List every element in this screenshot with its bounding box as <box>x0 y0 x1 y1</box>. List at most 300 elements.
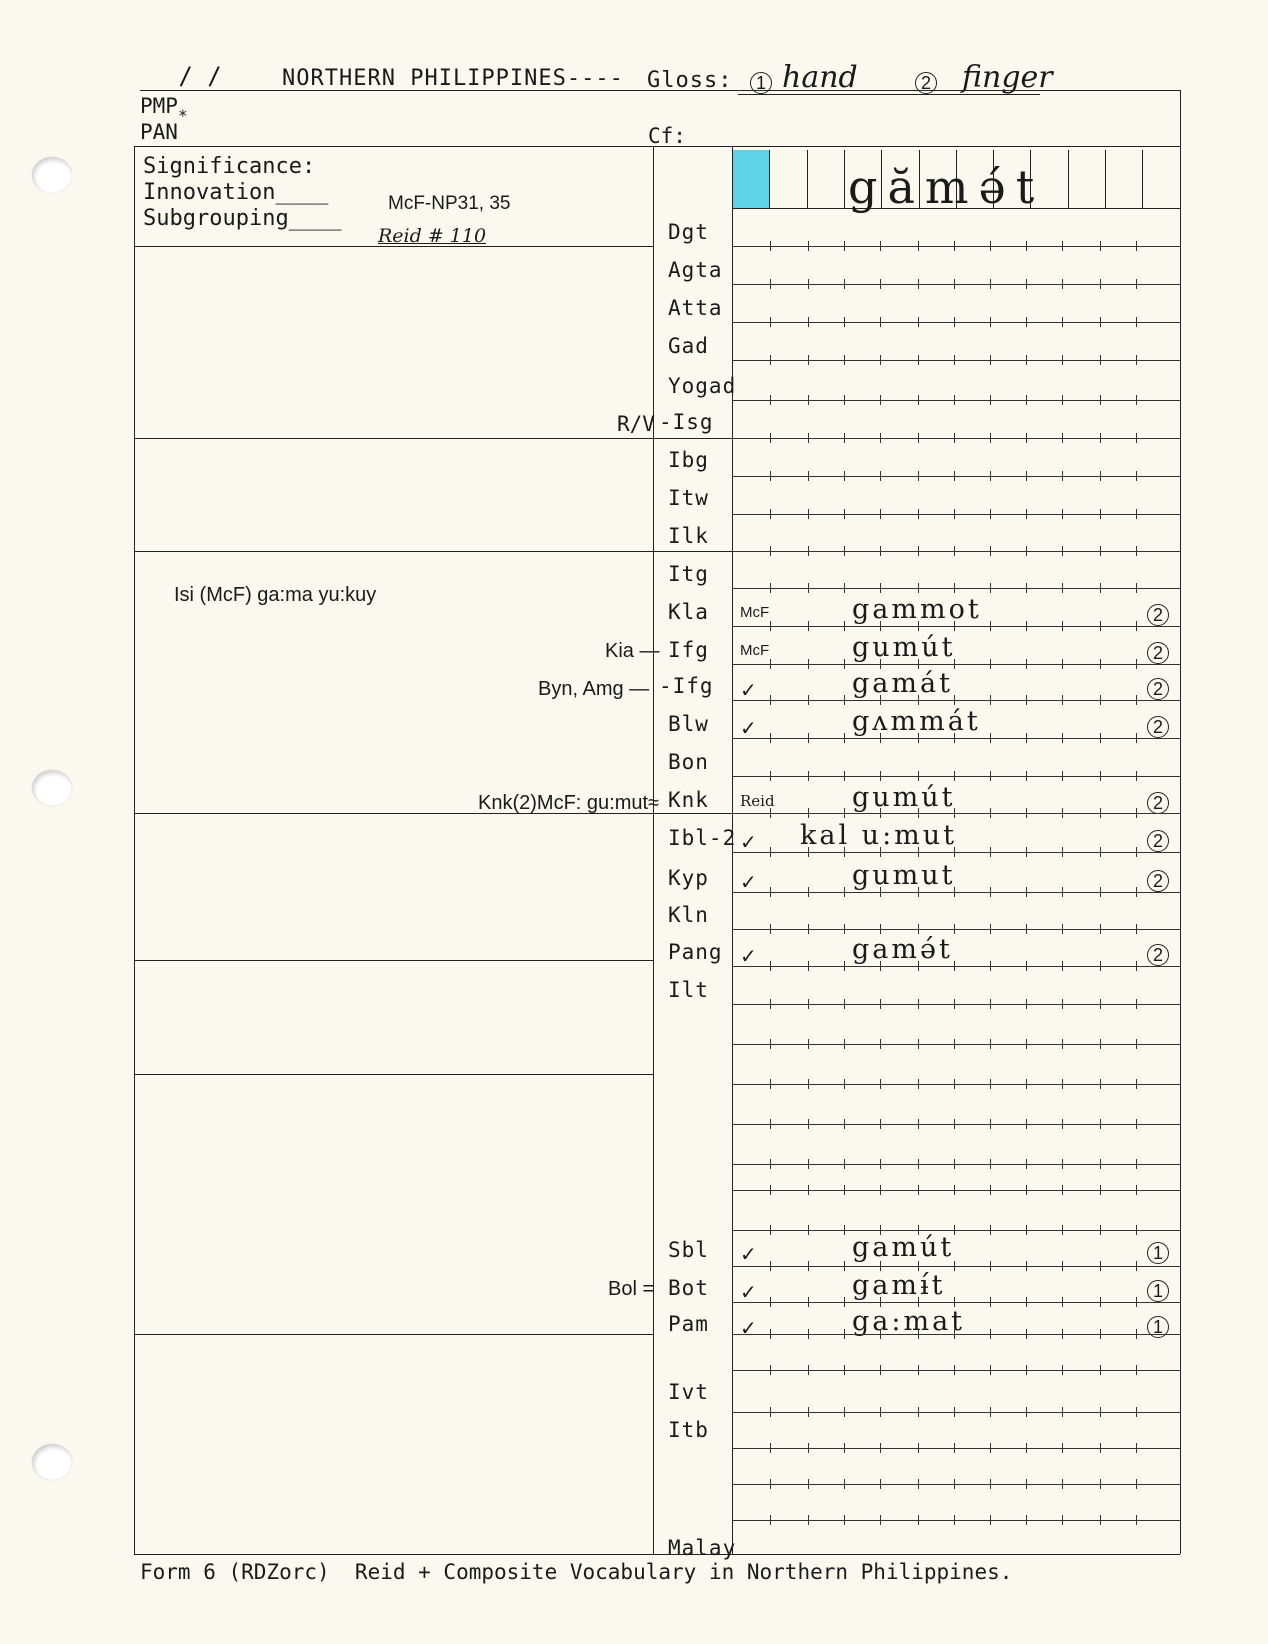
ruled-tick <box>880 1261 881 1271</box>
ruled-tick <box>1026 999 1027 1009</box>
ruled-line <box>732 1448 1180 1449</box>
ruled-line <box>732 438 1180 439</box>
ruled-tick <box>918 621 919 631</box>
ruled-tick <box>808 887 809 897</box>
ruled-tick <box>808 1479 809 1489</box>
reconstruction-cell <box>1068 150 1105 208</box>
section-divider <box>134 960 653 961</box>
ruled-tick <box>954 1515 955 1525</box>
ruled-tick <box>770 621 771 631</box>
ruled-tick <box>918 1079 919 1089</box>
ruled-tick <box>1136 961 1137 971</box>
language-code: Pam <box>668 1312 709 1336</box>
ruled-tick <box>990 1365 991 1375</box>
ruled-tick <box>1026 317 1027 327</box>
ruled-line <box>732 360 1180 361</box>
ruled-tick <box>954 961 955 971</box>
ruled-tick <box>770 1407 771 1417</box>
ruled-tick <box>880 546 881 556</box>
ruled-tick <box>1026 659 1027 669</box>
ruled-tick <box>1026 1185 1027 1195</box>
ruled-tick <box>1136 1329 1137 1339</box>
ruled-tick <box>844 733 845 743</box>
ruled-line <box>732 1230 1180 1231</box>
language-code: Ibl-2 <box>668 826 737 850</box>
ruled-line <box>732 246 1180 247</box>
ruled-tick <box>954 355 955 365</box>
cognate-form: gamə́t <box>852 934 953 965</box>
ruled-tick <box>990 733 991 743</box>
ruled-tick <box>990 1261 991 1271</box>
ruled-tick <box>1136 847 1137 857</box>
ruled-line <box>732 1302 1180 1303</box>
ruled-tick <box>1136 241 1137 251</box>
frame-right <box>1180 90 1181 1554</box>
gloss-number-circle: 1 <box>1147 1316 1169 1338</box>
ruled-tick <box>990 509 991 519</box>
ruled-tick <box>844 1079 845 1089</box>
ruled-tick <box>954 1039 955 1049</box>
ruled-tick <box>1100 433 1101 443</box>
ruled-tick <box>880 999 881 1009</box>
ruled-tick <box>954 1119 955 1129</box>
reconstruction-form: gămə́t <box>848 160 1045 214</box>
language-code: Blw <box>668 712 709 736</box>
language-code: Itw <box>668 486 709 510</box>
ruled-tick <box>770 733 771 743</box>
ruled-tick <box>808 1119 809 1129</box>
ruled-tick <box>918 1407 919 1417</box>
ruled-tick <box>954 1159 955 1169</box>
gloss-label: Gloss: <box>647 68 733 93</box>
ruled-tick <box>990 395 991 405</box>
ruled-tick <box>918 241 919 251</box>
ruled-tick <box>880 659 881 669</box>
ruled-tick <box>1136 999 1137 1009</box>
ruled-tick <box>1026 509 1027 519</box>
ruled-tick <box>1062 317 1063 327</box>
note-isi: Isi (McF) ga:ma yu:kuy <box>174 584 377 606</box>
ruled-tick <box>1026 1329 1027 1339</box>
reconstruction-cell <box>1105 150 1142 208</box>
ruled-tick <box>1062 241 1063 251</box>
binder-hole-top <box>32 157 72 193</box>
ruled-tick <box>1062 887 1063 897</box>
ruled-tick <box>880 733 881 743</box>
ruled-tick <box>844 1225 845 1235</box>
ruled-tick <box>770 1261 771 1271</box>
ruled-tick <box>918 583 919 593</box>
source-mark: ✓ <box>740 832 757 854</box>
ruled-tick <box>918 395 919 405</box>
ruled-tick <box>880 1119 881 1129</box>
language-code: Dgt <box>668 220 709 244</box>
ruled-tick <box>880 1515 881 1525</box>
ruled-tick <box>1100 733 1101 743</box>
ruled-tick <box>1100 1261 1101 1271</box>
ruled-tick <box>808 355 809 365</box>
cognate-form: ga:mat <box>852 1306 966 1337</box>
ruled-tick <box>1026 1365 1027 1375</box>
ruled-tick <box>1100 1443 1101 1453</box>
ruled-tick <box>990 1515 991 1525</box>
ruled-tick <box>1062 1079 1063 1089</box>
ruled-tick <box>808 1329 809 1339</box>
ruled-tick <box>880 241 881 251</box>
ruled-tick <box>1062 1159 1063 1169</box>
ruled-tick <box>918 887 919 897</box>
ruled-tick <box>1100 659 1101 669</box>
ruled-tick <box>1062 279 1063 289</box>
source-mark: ✓ <box>740 1282 757 1304</box>
ruled-tick <box>880 1329 881 1339</box>
ruled-tick <box>808 1039 809 1049</box>
ruled-tick <box>808 317 809 327</box>
ruled-tick <box>1100 1119 1101 1129</box>
ruled-tick <box>954 659 955 669</box>
ruled-line <box>732 1164 1180 1165</box>
ruled-tick <box>1136 1039 1137 1049</box>
ruled-tick <box>880 355 881 365</box>
ruled-tick <box>770 1225 771 1235</box>
ruled-tick <box>880 621 881 631</box>
ruled-tick <box>880 695 881 705</box>
ruled-tick <box>918 771 919 781</box>
ruled-tick <box>808 241 809 251</box>
ruled-tick <box>1026 1159 1027 1169</box>
ruled-tick <box>1026 1297 1027 1307</box>
ruled-tick <box>1100 317 1101 327</box>
gloss-1-text: hand <box>782 60 858 95</box>
language-code: Ilk <box>668 524 709 548</box>
ruled-tick <box>1026 1261 1027 1271</box>
ruled-tick <box>1100 1185 1101 1195</box>
ruled-tick <box>880 279 881 289</box>
ruled-tick <box>954 924 955 934</box>
ruled-tick <box>990 1039 991 1049</box>
ruled-tick <box>880 1297 881 1307</box>
ruled-tick <box>880 509 881 519</box>
ruled-line <box>732 322 1180 323</box>
ruled-tick <box>954 771 955 781</box>
ruled-tick <box>808 1407 809 1417</box>
ruled-line <box>732 514 1180 515</box>
note-knk: Knk(2)McF: gu:mut≈ <box>478 792 660 814</box>
ruled-tick <box>954 733 955 743</box>
ruled-tick <box>954 808 955 818</box>
ruled-tick <box>1026 924 1027 934</box>
ruled-tick <box>844 961 845 971</box>
ruled-tick <box>808 1079 809 1089</box>
ruled-tick <box>1100 241 1101 251</box>
ruled-tick <box>770 999 771 1009</box>
ruled-tick <box>954 1079 955 1089</box>
ruled-tick <box>918 509 919 519</box>
ruled-line <box>732 738 1180 739</box>
ruled-line <box>732 966 1180 967</box>
ruled-tick <box>770 1185 771 1195</box>
ruled-tick <box>1026 1515 1027 1525</box>
section-divider <box>134 551 732 552</box>
ruled-tick <box>844 1159 845 1169</box>
reconstruction-cell <box>1142 150 1179 208</box>
ruled-tick <box>1100 961 1101 971</box>
ruled-tick <box>954 847 955 857</box>
source-mark: ✓ <box>740 718 757 740</box>
ruled-tick <box>770 1119 771 1129</box>
ruled-tick <box>1026 241 1027 251</box>
gloss-2-number: 2 <box>915 72 937 94</box>
language-code: Itb <box>668 1418 709 1442</box>
ruled-tick <box>1062 1407 1063 1417</box>
cognate-form: gumut <box>852 860 956 891</box>
ruled-tick <box>1026 355 1027 365</box>
ruled-tick <box>1062 621 1063 631</box>
cognate-form: gumút <box>852 782 956 813</box>
language-code: Ilt <box>668 978 709 1002</box>
language-code: Pang <box>668 940 723 964</box>
ruled-tick <box>990 1225 991 1235</box>
ruled-tick <box>844 999 845 1009</box>
ruled-tick <box>1136 1515 1137 1525</box>
ruled-tick <box>1062 733 1063 743</box>
ruled-tick <box>808 546 809 556</box>
gloss-1-number: 1 <box>750 72 772 94</box>
ruled-tick <box>990 808 991 818</box>
ruled-tick <box>808 961 809 971</box>
ruled-tick <box>990 961 991 971</box>
language-code: Bot <box>668 1276 709 1300</box>
language-code: Ifg <box>668 638 709 662</box>
ruled-tick <box>1136 433 1137 443</box>
ruled-tick <box>844 847 845 857</box>
ruled-tick <box>808 395 809 405</box>
ruled-tick <box>954 433 955 443</box>
ruled-tick <box>1136 621 1137 631</box>
ruled-tick <box>990 1479 991 1489</box>
ruled-tick <box>880 1185 881 1195</box>
ruled-tick <box>1026 1225 1027 1235</box>
ruled-tick <box>918 1297 919 1307</box>
ruled-tick <box>1136 317 1137 327</box>
ruled-tick <box>1136 659 1137 669</box>
reference-mcf: McF-NP31, 35 <box>388 193 511 214</box>
language-code: Atta <box>668 296 723 320</box>
ruled-tick <box>1136 1261 1137 1271</box>
ruled-tick <box>918 847 919 857</box>
ruled-tick <box>1026 1407 1027 1417</box>
ruled-tick <box>1026 771 1027 781</box>
ruled-tick <box>880 1079 881 1089</box>
ruled-tick <box>808 1159 809 1169</box>
language-code: -Isg <box>659 410 714 434</box>
ruled-line <box>732 1190 1180 1191</box>
ruled-tick <box>1062 1185 1063 1195</box>
ruled-tick <box>918 733 919 743</box>
ruled-tick <box>880 433 881 443</box>
ruled-tick <box>808 621 809 631</box>
ruled-tick <box>990 241 991 251</box>
ruled-tick <box>770 1515 771 1525</box>
ruled-tick <box>1100 471 1101 481</box>
ruled-tick <box>770 771 771 781</box>
ruled-tick <box>990 999 991 1009</box>
form-number-blank: / / <box>140 62 260 91</box>
ruled-tick <box>1136 1443 1137 1453</box>
ruled-tick <box>954 546 955 556</box>
ruled-tick <box>808 1365 809 1375</box>
ruled-tick <box>1136 1297 1137 1307</box>
ruled-tick <box>844 1297 845 1307</box>
ruled-tick <box>844 621 845 631</box>
ruled-line <box>732 1266 1180 1267</box>
ruled-tick <box>1136 509 1137 519</box>
ruled-tick <box>1100 1159 1101 1169</box>
language-code: Ivt <box>668 1380 709 1404</box>
ruled-tick <box>808 1185 809 1195</box>
ruled-tick <box>954 1407 955 1417</box>
ruled-tick <box>918 999 919 1009</box>
ruled-tick <box>808 847 809 857</box>
ruled-tick <box>1136 1407 1137 1417</box>
section-divider <box>134 1334 653 1335</box>
ruled-tick <box>770 355 771 365</box>
reference-reid: Reid # 110 <box>378 225 487 247</box>
ruled-tick <box>770 241 771 251</box>
ruled-tick <box>880 924 881 934</box>
reconstruction-highlight-cell <box>732 150 769 208</box>
ruled-tick <box>954 241 955 251</box>
ruled-tick <box>918 695 919 705</box>
ruled-tick <box>1100 1479 1101 1489</box>
ruled-tick <box>808 1443 809 1453</box>
ruled-tick <box>1062 1119 1063 1129</box>
ruled-tick <box>844 924 845 934</box>
ruled-tick <box>1026 1039 1027 1049</box>
ruled-tick <box>808 509 809 519</box>
ruled-line <box>732 476 1180 477</box>
ruled-tick <box>1026 1479 1027 1489</box>
ruled-tick <box>990 659 991 669</box>
source-mark: McF <box>740 642 770 659</box>
ruled-tick <box>1062 924 1063 934</box>
ruled-tick <box>880 771 881 781</box>
ruled-tick <box>880 1159 881 1169</box>
ruled-tick <box>1062 999 1063 1009</box>
ruled-tick <box>1136 583 1137 593</box>
ruled-tick <box>1136 924 1137 934</box>
ruled-tick <box>1100 695 1101 705</box>
section-divider <box>134 1074 653 1075</box>
ruled-tick <box>844 546 845 556</box>
ruled-tick <box>844 279 845 289</box>
language-code: Kyp <box>668 866 709 890</box>
ruled-tick <box>918 433 919 443</box>
ruled-tick <box>1100 1225 1101 1235</box>
ruled-tick <box>954 583 955 593</box>
ruled-tick <box>990 1443 991 1453</box>
ruled-tick <box>1062 1225 1063 1235</box>
ruled-tick <box>918 1479 919 1489</box>
binder-hole-bottom <box>32 1444 72 1480</box>
ruled-tick <box>954 471 955 481</box>
ruled-tick <box>1136 1225 1137 1235</box>
source-mark: ✓ <box>740 946 757 968</box>
ruled-tick <box>1062 1297 1063 1307</box>
ruled-line <box>732 1370 1180 1371</box>
frame-bottom <box>134 1554 1180 1555</box>
ruled-line <box>732 626 1180 627</box>
ruled-tick <box>990 1185 991 1195</box>
gloss-number-circle: 1 <box>1147 1280 1169 1302</box>
ruled-tick <box>1136 771 1137 781</box>
header-bottom-rule <box>134 146 1180 147</box>
ruled-tick <box>1136 279 1137 289</box>
ruled-tick <box>1100 279 1101 289</box>
ruled-tick <box>1062 659 1063 669</box>
ruled-tick <box>880 471 881 481</box>
language-code: Kln <box>668 903 709 927</box>
ruled-tick <box>1062 583 1063 593</box>
pan-label: PAN <box>140 120 178 144</box>
ruled-tick <box>1026 1443 1027 1453</box>
ruled-tick <box>1062 355 1063 365</box>
ruled-tick <box>770 1443 771 1453</box>
ruled-tick <box>954 1297 955 1307</box>
language-code: Itg <box>668 562 709 586</box>
ruled-tick <box>990 887 991 897</box>
ruled-tick <box>1100 1297 1101 1307</box>
ruled-line <box>732 1412 1180 1413</box>
ruled-tick <box>954 1225 955 1235</box>
language-code: Ibg <box>668 448 709 472</box>
footer-caption: Form 6 (RDZorc) Reid + Composite Vocabulary in Northern Philippines. <box>140 1560 1013 1584</box>
cognate-form: gamút <box>852 1232 955 1263</box>
ruled-line <box>732 1124 1180 1125</box>
ruled-tick <box>1136 1079 1137 1089</box>
ruled-tick <box>1136 1479 1137 1489</box>
ruled-tick <box>990 433 991 443</box>
ruled-tick <box>1100 771 1101 781</box>
ruled-tick <box>1062 1515 1063 1525</box>
ruled-tick <box>918 1159 919 1169</box>
ruled-tick <box>844 355 845 365</box>
ruled-tick <box>990 583 991 593</box>
region-title: NORTHERN PHILIPPINES---- <box>282 66 624 91</box>
ruled-tick <box>1026 808 1027 818</box>
ruled-tick <box>808 1261 809 1271</box>
gloss-number-circle: 2 <box>1147 604 1169 626</box>
ruled-tick <box>1026 546 1027 556</box>
ruled-tick <box>770 279 771 289</box>
ruled-tick <box>1136 355 1137 365</box>
ruled-tick <box>1062 771 1063 781</box>
language-code: Sbl <box>668 1238 709 1262</box>
ruled-tick <box>1136 1159 1137 1169</box>
ruled-tick <box>844 1407 845 1417</box>
ruled-tick <box>918 1329 919 1339</box>
ruled-tick <box>918 279 919 289</box>
ruled-tick <box>990 771 991 781</box>
ruled-tick <box>1062 395 1063 405</box>
ruled-tick <box>770 1365 771 1375</box>
ruled-tick <box>1136 1119 1137 1129</box>
ruled-tick <box>954 1479 955 1489</box>
ruled-tick <box>844 317 845 327</box>
ruled-tick <box>918 1365 919 1375</box>
ruled-tick <box>770 1039 771 1049</box>
ruled-tick <box>1026 621 1027 631</box>
